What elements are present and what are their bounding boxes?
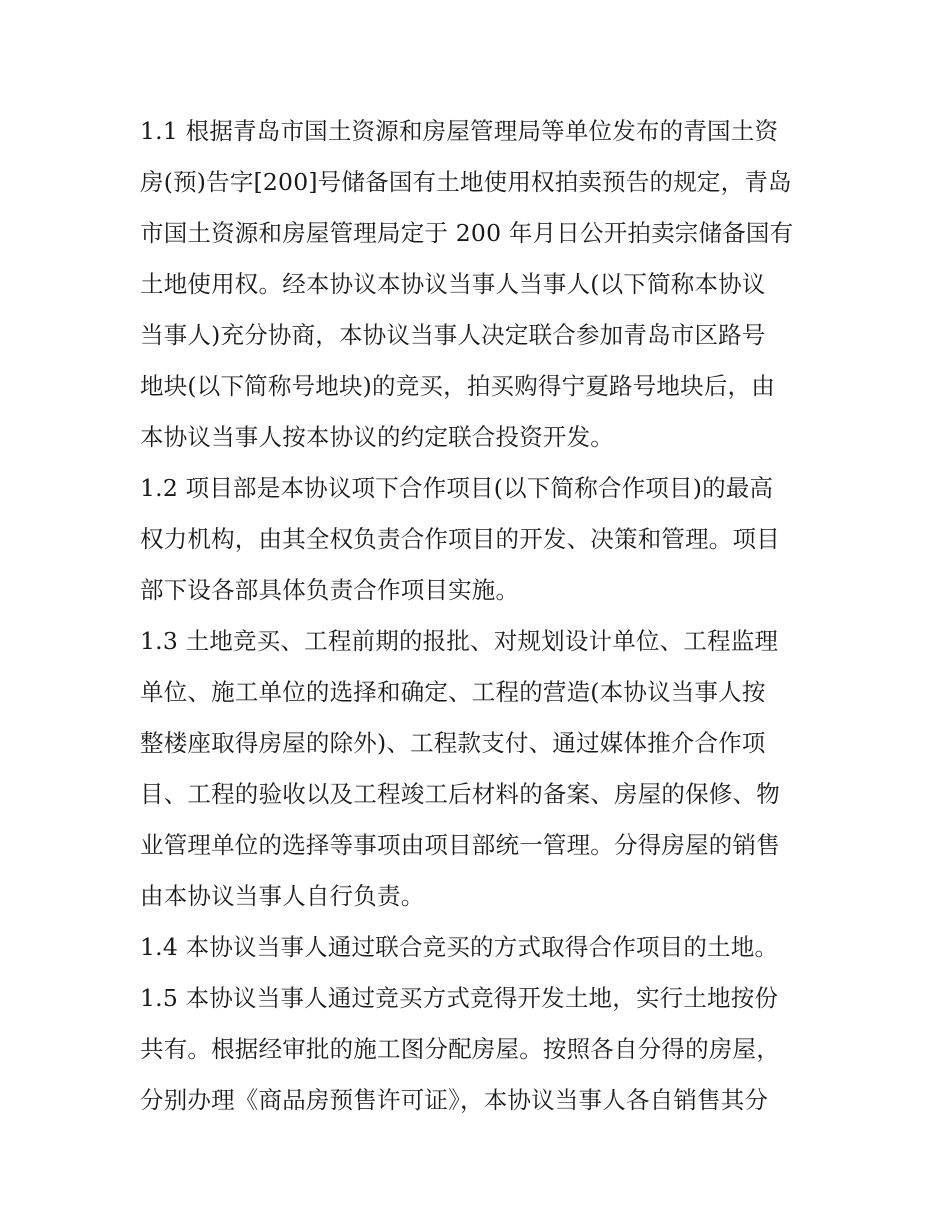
text-line: 当事人)充分协商，本协议当事人决定联合参加青岛市区路号 bbox=[140, 321, 766, 349]
text-line: 分别办理《商品房预售许可证》，本协议当事人各自销售其分 bbox=[140, 1086, 769, 1114]
text-line: 单位、施工单位的选择和确定、工程的营造(本协议当事人按 bbox=[140, 678, 766, 706]
text-line: 权力机构，由其全权负责合作项目的开发、决策和管理。项目 bbox=[140, 525, 780, 553]
document-body bbox=[140, 106, 810, 1126]
text-line: 目、工程的验收以及工程竣工后材料的备案、房屋的保修、物 bbox=[140, 780, 780, 808]
text-line: 整楼座取得房屋的除外)、工程款支付、通过媒体推介合作项 bbox=[140, 729, 766, 757]
text-line: 地块(以下简称号地块)的竞买，拍买购得宁夏路号地块后，由 bbox=[140, 372, 775, 400]
text-line: 由本协议当事人自行负责。 bbox=[140, 882, 425, 910]
text-line: 土地使用权。经本协议本协议当事人当事人(以下简称本协议 bbox=[140, 270, 766, 298]
text-line: 1.2 项目部是本协议项下合作项目(以下简称合作项目)的最高 bbox=[140, 474, 774, 502]
text-line: 房(预)告字[200]号储备国有土地使用权拍卖预告的规定，青岛 bbox=[140, 168, 792, 196]
text-line: 1.1 根据青岛市国土资源和房屋管理局等单位发布的青国土资 bbox=[140, 117, 779, 145]
text-line: 共有。根据经审批的施工图分配房屋。按照各自分得的房屋， bbox=[140, 1035, 780, 1063]
text-line: 业管理单位的选择等事项由项目部统一管理。分得房屋的销售 bbox=[140, 831, 780, 859]
text-line: 本协议当事人按本协议的约定联合投资开发。 bbox=[140, 423, 614, 451]
text-line: 1.5 本协议当事人通过竞买方式竞得开发土地，实行土地按份 bbox=[140, 984, 779, 1012]
text-line: 部下设各部具体负责合作项目实施。 bbox=[140, 576, 520, 604]
text-line: 1.4 本协议当事人通过联合竞买的方式取得合作项目的土地。 bbox=[140, 933, 779, 961]
text-line: 市国土资源和房屋管理局定于 200 年月日公开拍卖宗储备国有 bbox=[140, 219, 794, 247]
text-line: 1.3 土地竞买、工程前期的报批、对规划设计单位、工程监理 bbox=[140, 627, 779, 655]
